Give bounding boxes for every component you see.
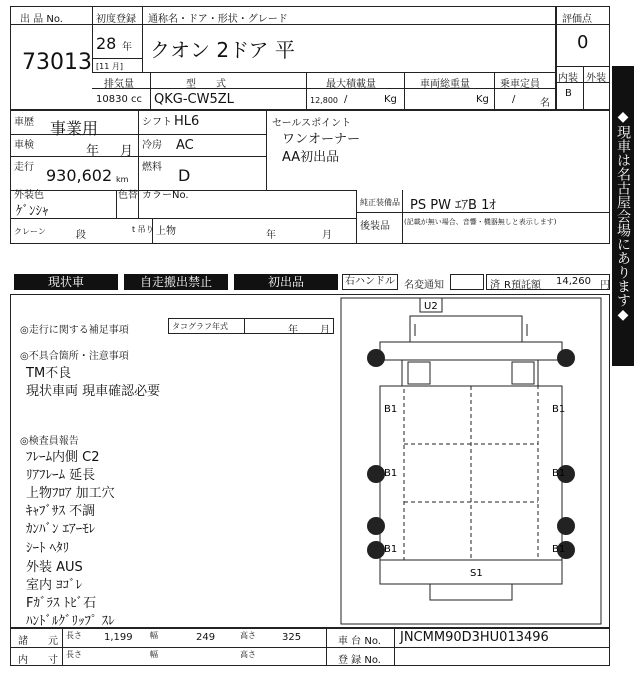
grid-line [306, 72, 307, 110]
grid-line [326, 628, 327, 666]
reg-month: [11 月] [96, 62, 123, 71]
wheel [557, 349, 575, 367]
grid-line [404, 72, 405, 110]
gvw-unit: Kg [476, 94, 489, 105]
mileage-value: 930,602 [46, 166, 113, 185]
cab-front [410, 316, 522, 342]
b1-label: B1 [384, 544, 398, 555]
history-value: 事業用 [50, 119, 99, 138]
b1-label: B1 [552, 468, 566, 479]
chassis-label: 車 台 No. [338, 636, 381, 647]
displacement-label: 排気量 [104, 79, 134, 90]
capacity-slash: / [512, 94, 516, 105]
cab-outline [380, 316, 562, 386]
recycle-done: 済 [490, 280, 500, 291]
model-label: 通称名・ドア・形状・グレード [148, 14, 288, 25]
grid-line [494, 72, 495, 110]
max-load-label: 最大積載量 [326, 79, 376, 90]
grid-line [142, 6, 143, 72]
mileage-unit: km [116, 175, 129, 184]
wheel [367, 465, 385, 483]
banner-as-is: 現状車 [14, 274, 118, 290]
inner-height-label: 高さ [240, 650, 256, 659]
grid-line [92, 72, 556, 73]
truck-damage-diagram [340, 296, 602, 626]
inner-length-label: 長さ [66, 650, 82, 659]
grid-line [402, 190, 403, 244]
width-value: 249 [196, 632, 216, 643]
length-value: 1,199 [104, 632, 133, 643]
grid-line [138, 190, 139, 218]
rating-label: 評価点 [562, 14, 592, 25]
shift-label: シフト [142, 117, 172, 128]
max-load-slash: / [344, 94, 348, 105]
location-notice: ◆現車は名古屋会場にあります◆ [612, 66, 634, 366]
crane-stage: 段 [76, 230, 86, 241]
inspection-label: 車検 [14, 140, 34, 151]
s1-label: S1 [470, 568, 483, 579]
lot-number: 73013 [22, 50, 92, 75]
grid-line [10, 156, 266, 157]
grid-line [356, 190, 357, 244]
upper-label: 上物 [156, 226, 176, 237]
handle-badge: 右ハンドル [342, 274, 398, 290]
recycle-fee-label: R預託額 [504, 280, 541, 291]
wheel [557, 517, 575, 535]
inner-dims-label: 内 寸 [18, 655, 58, 666]
capacity-label: 乗車定員 [500, 79, 540, 90]
grid-line [92, 88, 556, 89]
aftermarket-note: (記載が無い場合、音響・機器無しと表示します) [404, 218, 557, 226]
type-label: 型 式 [186, 79, 226, 90]
aftermarket-label: 後装品 [360, 221, 390, 232]
wheel [367, 541, 385, 559]
tacho-year: 年 [288, 325, 298, 336]
ac-value: AC [176, 138, 194, 153]
inspector-item: ｷｬﾌﾞｻｽ 不調 [26, 504, 96, 519]
interior-label: 内装 [558, 73, 578, 84]
length-label: 長さ [66, 631, 82, 640]
inner-width-label: 幅 [150, 650, 158, 659]
grid-line [10, 134, 266, 135]
interior-grade: B [565, 88, 572, 99]
mileage-label: 走行 [14, 162, 34, 173]
sales-point-1: ワンオーナー [282, 132, 361, 147]
grid-line [138, 110, 139, 190]
cab-door-right [512, 362, 534, 384]
b1-label: B1 [384, 404, 398, 415]
inspector-item: ｼｰﾄ ﾍﾀﾘ [26, 541, 70, 556]
chassis-number: JNCMM90D3HU013496 [400, 630, 549, 645]
history-label: 車歴 [14, 117, 34, 128]
grid-line [266, 110, 267, 190]
b1-label: B1 [552, 544, 566, 555]
dims-label: 諸 元 [18, 636, 58, 647]
fuel-value: D [178, 166, 191, 185]
b1-label: B1 [552, 404, 566, 415]
height-value: 325 [282, 632, 302, 643]
inspector-item: 上物ﾌﾛｱ 加工穴 [26, 486, 115, 501]
inspector-item: Fｶﾞﾗｽ ﾄﾋﾞ石 [26, 596, 97, 611]
first-reg-label: 初度登録 [96, 14, 136, 25]
reg-year-unit: 年 [122, 42, 132, 53]
grid-line [394, 628, 395, 666]
cab-body [402, 360, 538, 386]
crane-label: クレーン [14, 227, 46, 236]
reg-year: 28 [96, 34, 117, 53]
rear-bumper [430, 584, 512, 600]
color-value: ｹﾞﾝｼｬ [16, 204, 49, 219]
inspector-item: ﾘｱﾌﾚｰﾑ 延長 [26, 468, 96, 483]
equipment-label: 純正装備品 [360, 198, 400, 207]
supplement-label: ◎走行に関する補足事項 [20, 325, 129, 336]
b1-label: B1 [384, 468, 398, 479]
ac-label: 冷房 [142, 140, 162, 151]
grid-line [150, 72, 151, 110]
fuel-label: 燃料 [142, 162, 162, 173]
name-change-label: 名変通知 [404, 280, 444, 291]
exterior-label: 外装 [586, 73, 606, 84]
recycle-unit: 円 [600, 280, 610, 291]
defects-label: ◎不具合箇所・注意事項 [20, 351, 129, 362]
width-label: 幅 [150, 631, 158, 640]
inspector-item: 外装 AUS [26, 560, 83, 575]
defect-item: TM不良 [26, 366, 72, 381]
banner-no-self-drive: 自走搬出禁止 [124, 274, 228, 290]
u2-label: U2 [424, 301, 438, 312]
crane-ton: t 吊り [132, 225, 154, 234]
height-label: 高さ [240, 631, 256, 640]
grid-line [244, 318, 245, 334]
inspector-item: 室内 ﾖｺﾞﾚ [26, 578, 83, 593]
wheel [367, 349, 385, 367]
sales-label: セールスポイント [272, 118, 352, 129]
color-label: 外装色 [14, 190, 44, 201]
grid-line [116, 190, 117, 218]
grid-line [10, 218, 356, 219]
type-code: QKG-CW5ZL [154, 92, 234, 107]
max-load-unit: Kg [384, 94, 397, 105]
inspector-item: ﾌﾚｰﾑ内側 C2 [26, 450, 100, 465]
rating-value: 0 [577, 32, 589, 53]
model-name: クオン 2ドア 平 [150, 38, 295, 62]
grid-line [10, 647, 610, 648]
inspector-item: ｶﾝﾊﾞﾝ ｴｱｰﾓﾚ [26, 522, 96, 537]
inspector-label: ◎検査員報告 [20, 436, 79, 447]
gvw-label: 車両総重量 [420, 79, 470, 90]
upper-month: 月 [322, 230, 332, 241]
grid-line [62, 628, 63, 666]
inspection-year: 年 [86, 144, 100, 159]
wheel [367, 517, 385, 535]
banner-first-listing: 初出品 [234, 274, 338, 290]
sales-point-2: AA初出品 [282, 150, 340, 165]
color-change-label: 色替 [118, 190, 138, 201]
inspector-item: ﾊﾝﾄﾞﾙｸﾞﾘｯﾌﾟ ｽﾚ [26, 614, 115, 629]
cab-door-left [408, 362, 430, 384]
color-no-label: カラーNo. [142, 190, 189, 201]
grid-line [92, 58, 142, 59]
displacement-value: 10830 cc [96, 94, 142, 105]
equipment-value: PS PW ｴｱB 1ｵ [410, 198, 496, 213]
inspection-month: 月 [120, 144, 134, 159]
grid-line [583, 66, 584, 110]
max-load-value: 12,800 [310, 96, 338, 105]
defect-item: 現状車両 現車確認必要 [26, 384, 161, 399]
tacho-label: タコグラフ年式 [172, 322, 228, 331]
reg-no-label: 登 録 No. [338, 655, 381, 666]
grid-line [92, 6, 93, 72]
cab-bumper [380, 342, 562, 360]
shift-value: HL6 [174, 114, 200, 129]
capacity-unit: 名 [540, 98, 550, 109]
tacho-month: 月 [320, 325, 330, 336]
lot-label: 出 品 No. [20, 14, 63, 25]
recycle-fee-value: 14,260 [556, 276, 591, 287]
cab-mirrors [415, 324, 527, 336]
upper-year: 年 [266, 230, 276, 241]
name-change-box [450, 274, 484, 290]
